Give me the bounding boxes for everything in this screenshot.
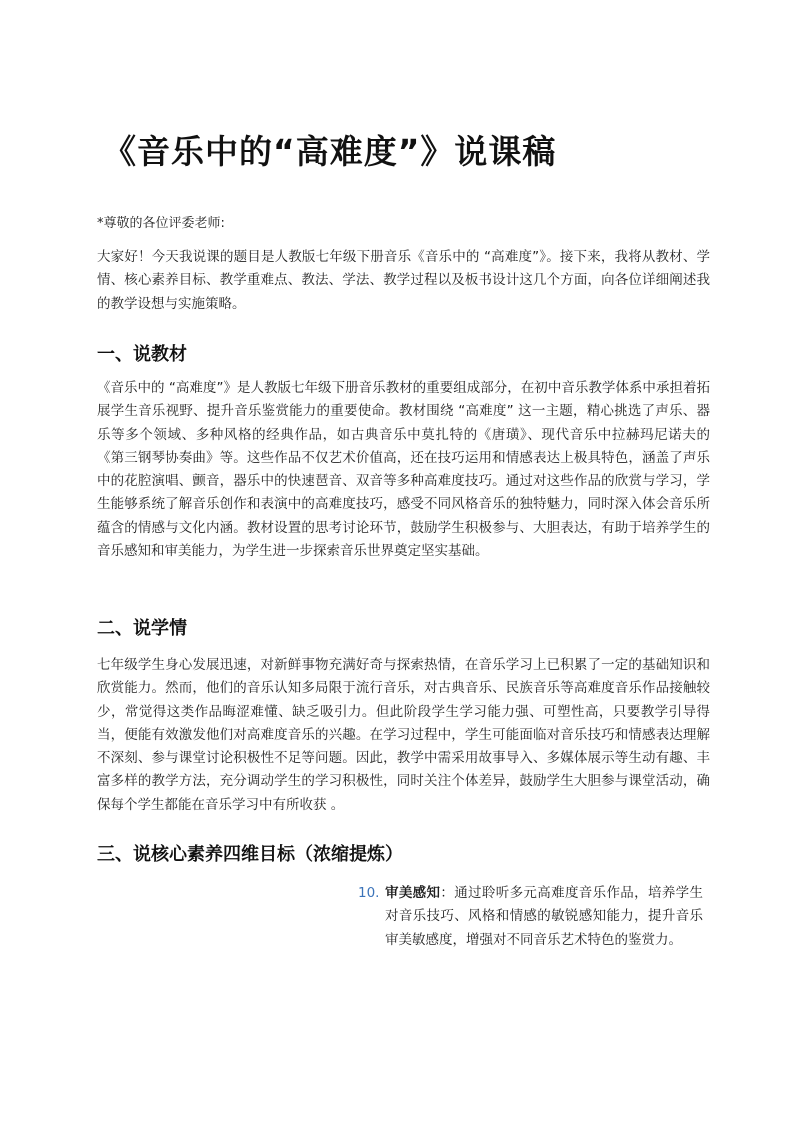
- list-item-label: 审美感知: [385, 885, 441, 901]
- document-title: 《音乐中的“高难度”》说课稿: [103, 132, 557, 171]
- textbook-paragraph: 《音乐中的 “高难度”》是人教版七年级下册音乐教材的重要组成部分，在初中音乐教学体系中承担着拓展学生音乐视野、提升音乐鉴赏能力的重要使命。教材围绕 “高难度” 这一主题，精心挑选了声乐、器乐等多个领域、多种风格的经典作品，如古典音乐中莫扎特的《唐璜》、现代音乐中拉赫玛尼诺夫的《第三钢琴协奏曲》等。这些作品不仅艺术价值高，还在技巧运用和情感表达上极具特色，涵盖了声乐中的花腔演唱、颤音，器乐中的快速琶音、双音等多种高难度技巧。通过对这些作品的欣赏与学习，学生能够系统了解音乐创作和表演中的高难度技巧，感受不同风格音乐的独特魅力，同时深入体会音乐所蕴含的情感与文化内涵。教材设置的思考讨论环节，鼓励学生积极参与、大胆表达，有助于培养学生的音乐感知和审美能力，为学生进一步探索音乐世界奠定坚实基础。: [97, 380, 710, 560]
- list-item-text: [385, 882, 703, 952]
- list-item-number: 10.: [358, 885, 380, 901]
- section-heading-students: 二、说学情: [97, 618, 187, 639]
- greeting: *尊敬的各位评委老师:: [97, 216, 225, 231]
- section-heading-textbook: 一、说教材: [97, 344, 187, 365]
- section-heading-goals: 三、说核心素养四维目标（浓缩提炼）: [97, 844, 403, 865]
- list-item-description: ：通过聆听多元高难度音乐作品，培养学生对音乐技巧、风格和情感的敏锐感知能力，提升音乐审美敏感度，增强对不同音乐艺术特色的鉴赏力。: [385, 885, 704, 948]
- students-paragraph: 七年级学生身心发展迅速，对新鲜事物充满好奇与探索热情，在音乐学习上已积累了一定的基础知识和欣赏能力。然而，他们的音乐认知多局限于流行音乐，对古典音乐、民族音乐等高难度音乐作品接触较少，常觉得这类作品晦涩难懂、缺乏吸引力。但此阶段学生学习能力强、可塑性高，只要教学引导得当，便能有效激发他们对高难度音乐的兴趣。在学习过程中，学生可能面临对音乐技巧和情感表达理解不深刻、参与课堂讨论积极性不足等问题。因此，教学中需采用故事导入、多媒体展示等生动有趣、丰富多样的教学方法，充分调动学生的学习积极性，同时关注个体差异，鼓励学生大胆参与课堂活动，确保每个学生都能在音乐学习中有所收获 。: [97, 657, 710, 813]
- intro-paragraph: 大家好！今天我说课的题目是人教版七年级下册音乐《音乐中的 “高难度”》。接下来，我将从教材、学情、核心素养目标、教学重难点、教法、学法、教学过程以及板书设计这几个方面，向各位详细阐述我的教学设想与实施策略。: [97, 249, 710, 312]
